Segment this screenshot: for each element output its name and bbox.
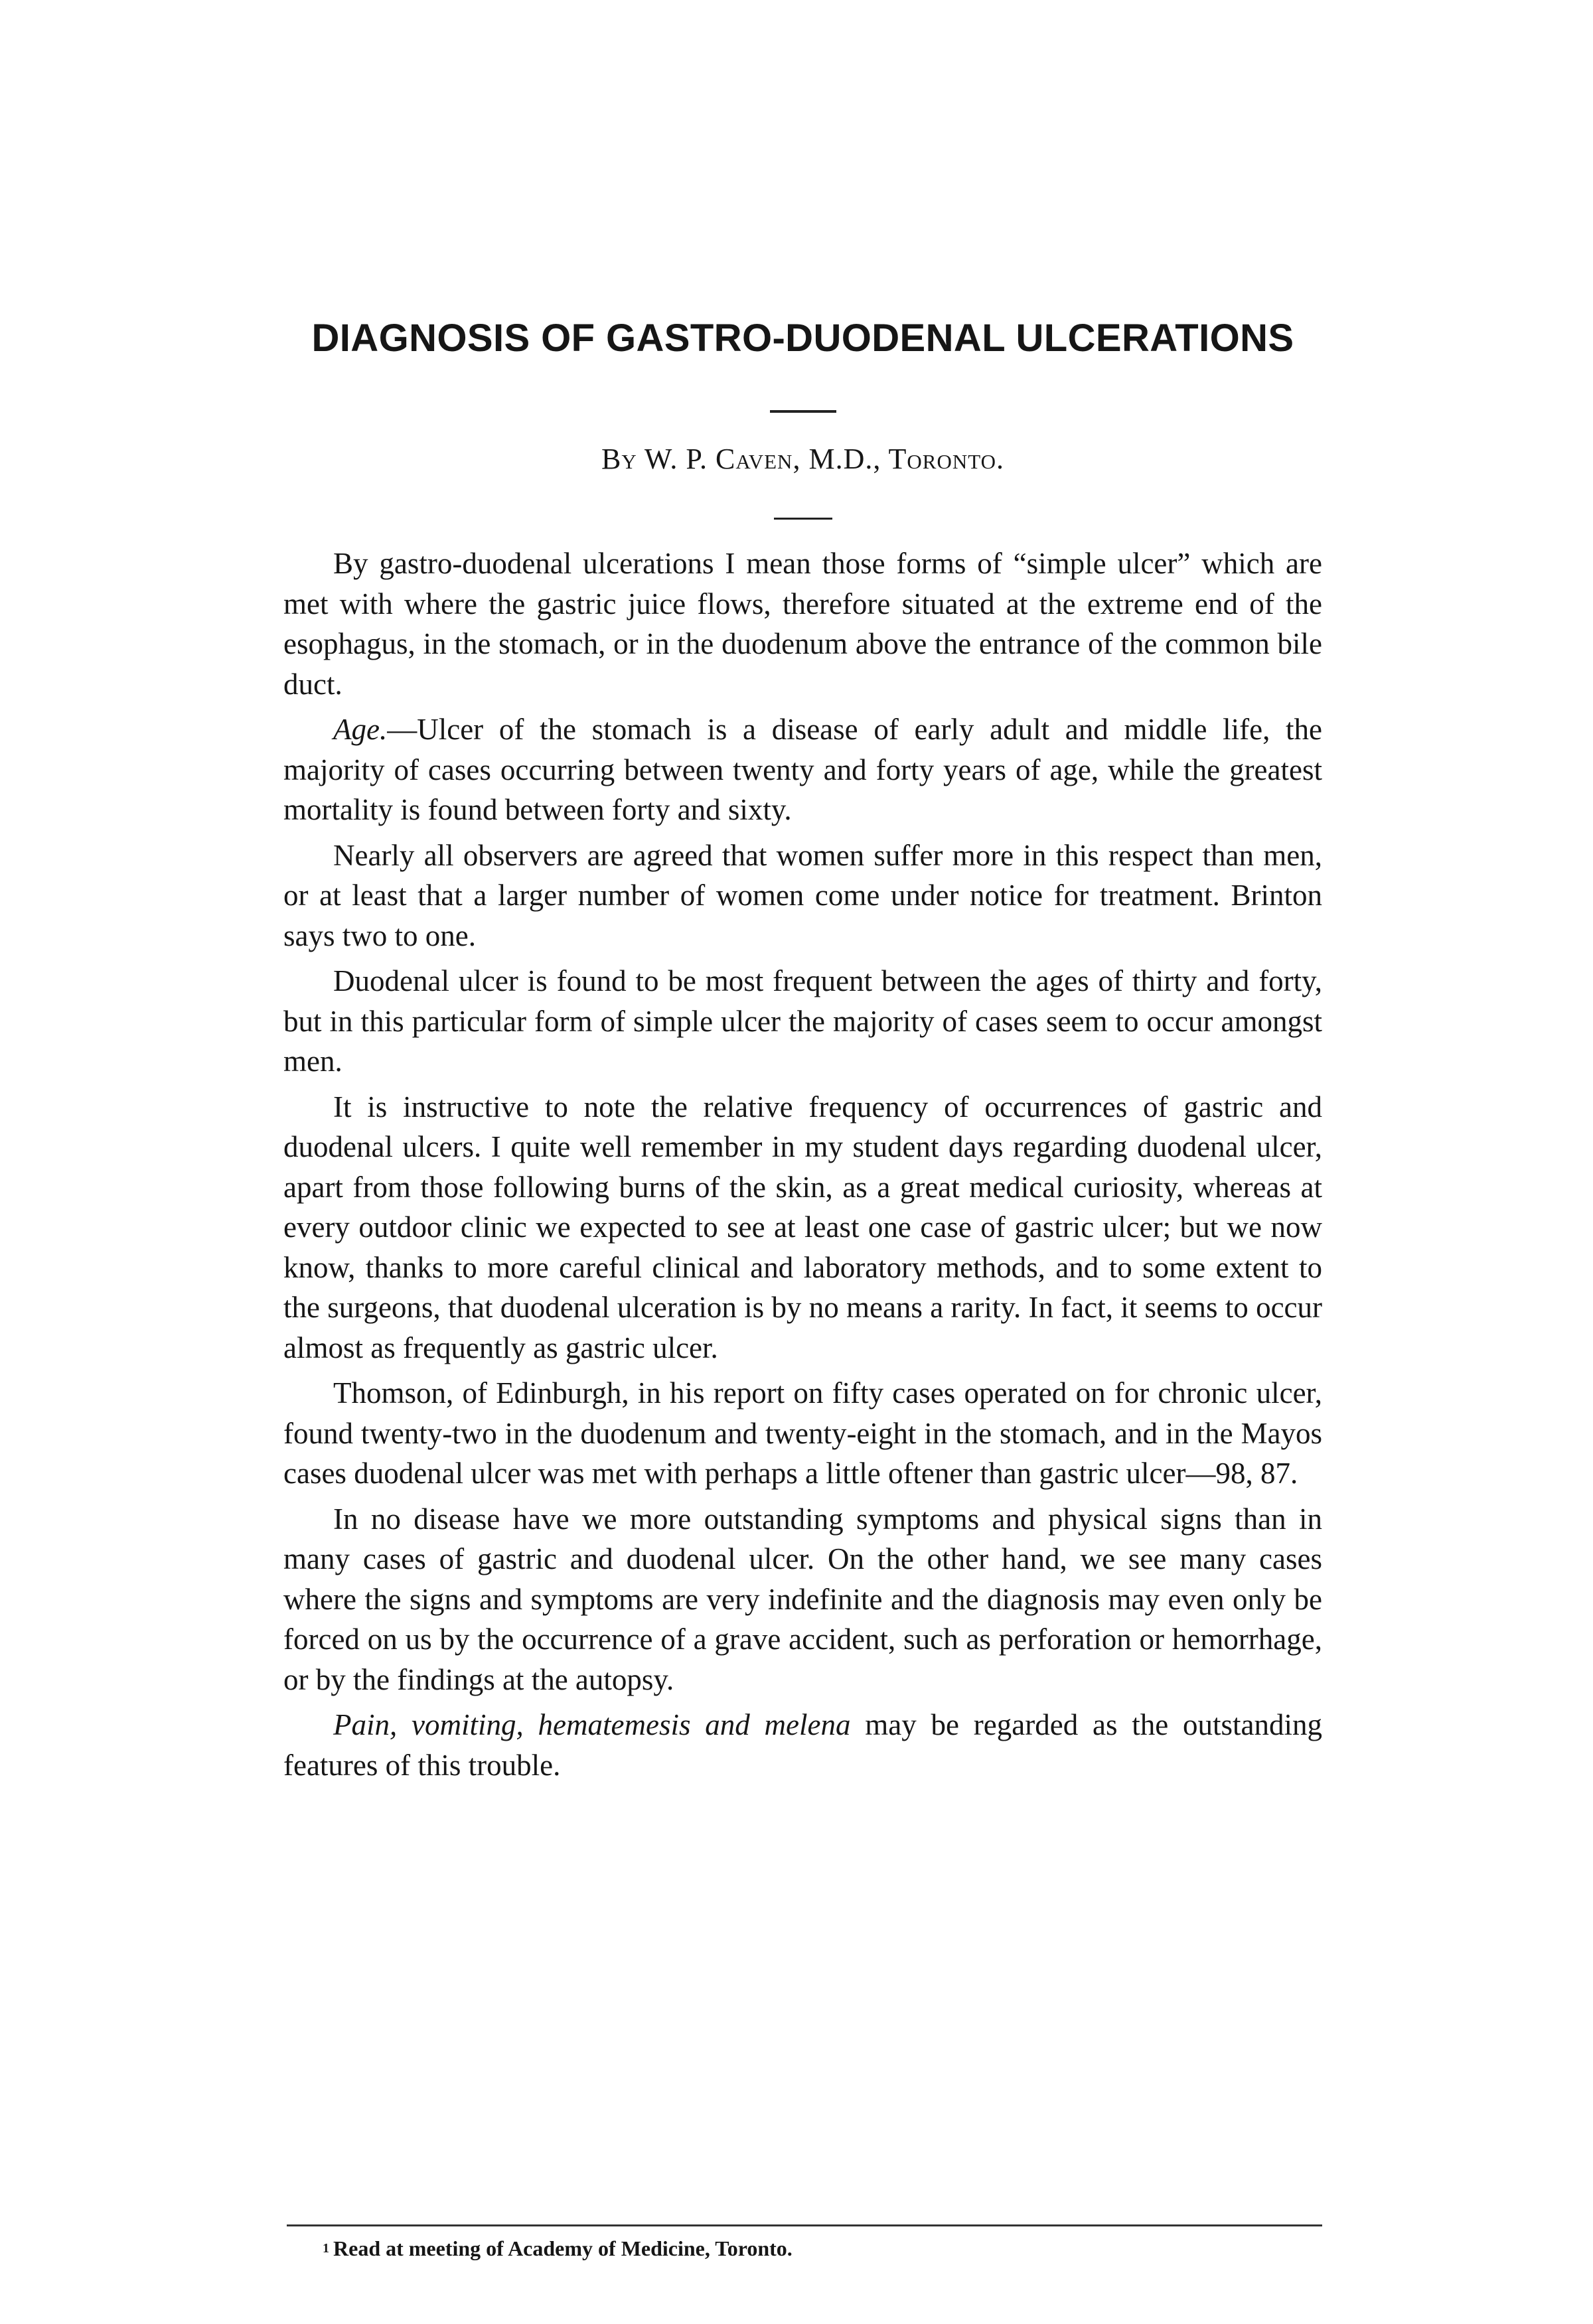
byline-divider [774, 518, 832, 520]
article-body [283, 544, 1322, 1785]
paragraph [283, 1373, 1322, 1494]
footnote-text: Read at meeting of Academy of Medicine, Toronto. [333, 2236, 793, 2260]
paragraph [283, 1705, 1322, 1785]
paragraph-text: In no disease have we more outstanding symptoms and physical signs than in many cases of gastric and duodenal ulcer. On the other hand, we see many cases where the signs and symptoms are very indefinite and the diagnosis may even only be forced on us by the occurrence of a grave accident, such as perforation or hemorrhage, or by the findings at the autopsy. [283, 1502, 1322, 1696]
paragraph [283, 1499, 1322, 1700]
paragraph-text: —Ulcer of the stomach is a disease of early adult and middle life, the majority of cases occurring between twenty and forty years of age, while the greatest mortality is found between forty and sixty. [283, 713, 1322, 826]
footnote [323, 2234, 793, 2263]
paragraph-text: Nearly all observers are agreed that women suffer more in this respect than men, or at least that a larger number of women come under notice for treatment. Brinton says two to one. [283, 838, 1322, 952]
article [283, 312, 1322, 1790]
article-title: DIAGNOSIS OF GASTRO-DUODENAL ULCERATIONS [311, 317, 1294, 360]
paragraph [283, 835, 1322, 956]
paragraph [283, 709, 1322, 830]
paragraph-text: Thomson, of Edinburgh, in his report on fifty cases operated on for chronic ulcer, found twenty-two in the duodenum and twenty-eight in the stomach, and in the Mayos cases duodenal ulcer was met with perhaps a little oftener than gastric ulcer—98, 87. [283, 1376, 1322, 1490]
footnote-marker: 1 [323, 2241, 329, 2256]
paragraph-text: Duodenal ulcer is found to be most frequent between the ages of thirty and forty, but in this particular form of simple ulcer the majority of cases seem to occur amongst men. [283, 964, 1322, 1078]
footnote-divider [287, 2224, 1322, 2226]
title-divider [770, 410, 836, 413]
paragraph-text: It is instructive to note the relative frequency of occurrences of gastric and duodenal ulcers. I quite well remember in my student days regarding duodenal ulcer, apart from those following burns of the skin, as a great medical curiosity, whereas at every outdoor clinic we expected to see at least one case of gastric ulcer; but we now know, thanks to more careful clinical and laboratory methods, and to some extent to the surgeons, that duodenal ulceration is by no means a rarity. In fact, it seems to occur almost as frequently as gastric ulcer. [283, 1090, 1322, 1364]
paragraph-lead: Pain, vomiting, hematemesis and melena [333, 1708, 851, 1741]
paragraph [283, 544, 1322, 704]
paragraph-lead: Age. [333, 713, 388, 746]
paragraph-text: may be regarded as the outstanding features of this trouble. [283, 1708, 1322, 1782]
paragraph-text: By gastro-duodenal ulcerations I mean those forms of “simple ulcer” which are met with where the gastric juice flows, therefore situated at the extreme end of the esophagus, in the stomach, or in the duodenum above the entrance of the common bile duct. [283, 547, 1322, 701]
paragraph [283, 1087, 1322, 1368]
byline: By W. P. Caven, M.D., Toronto. [601, 443, 1005, 475]
paragraph [283, 961, 1322, 1082]
